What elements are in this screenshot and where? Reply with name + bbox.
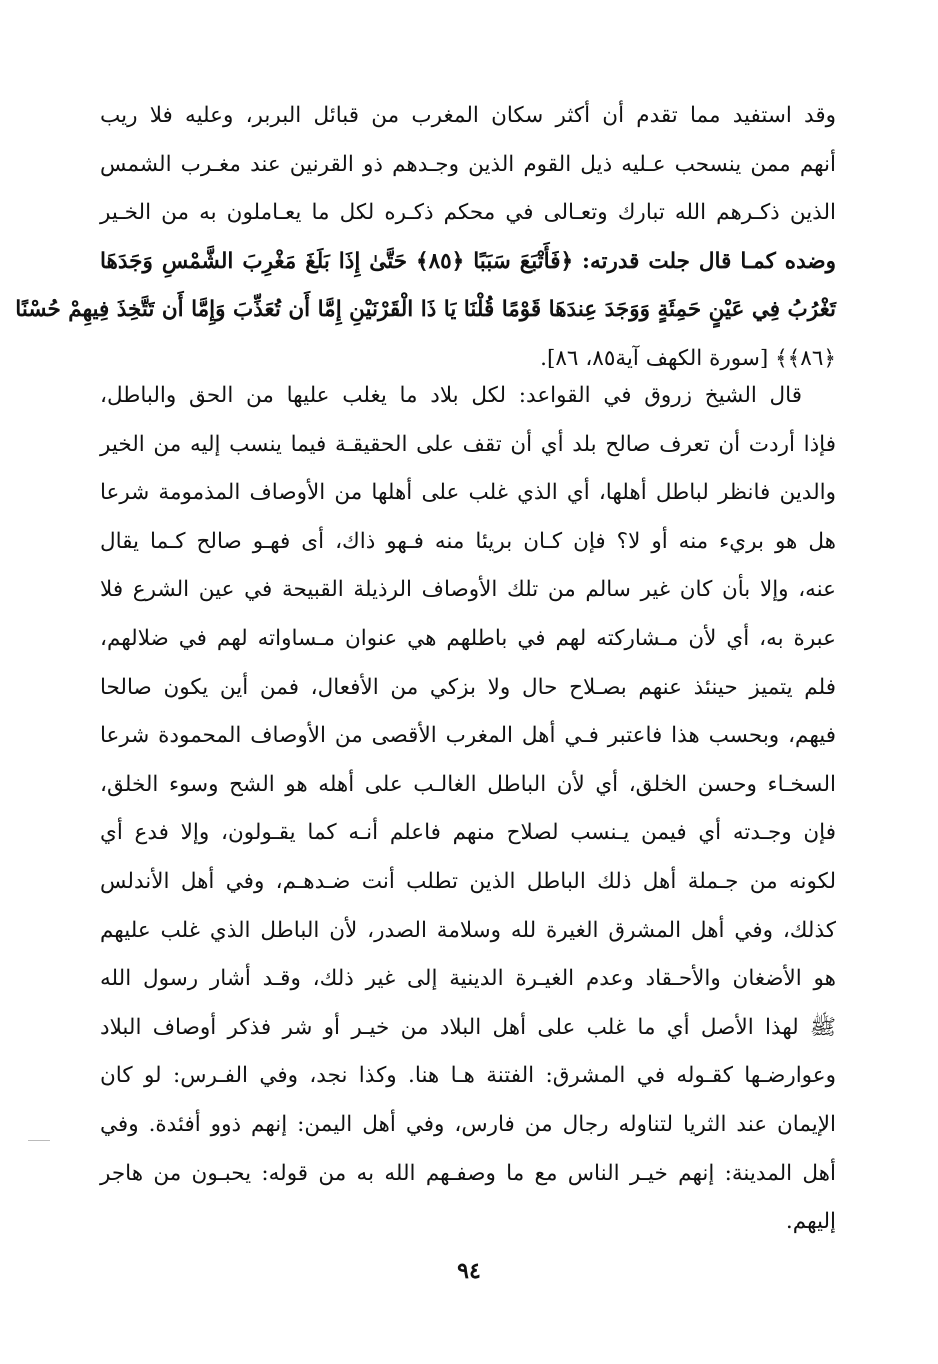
text-line: والدين فانظر لباطل أهلها، أي الذي غلب على أهلها من الأوصاف المذمومة شرعا xyxy=(100,480,836,506)
text-line: إليهم. xyxy=(785,1209,836,1235)
quran-verse-line: تَغْرُبُ فِي عَيْنٍ حَمِئَةٍ وَوَجَدَ عِندَهَا قَوْمًا قُلْنَا يَا ذَا الْقَرْنَيْنِ إِمَّا أَن تُعَذِّبَ وَإِمَّا أَن تَتَّخِذَ فِيهِمْ حُسْنًا xyxy=(15,297,836,323)
text-line: كذلك، وفي أهل المشرق الغيرة لله وسلامة الصدر، لأن الباطل الذي غلب عليهم xyxy=(100,917,836,943)
text-line: الإيمان عند الثريا لتناوله رجال من فارس، وفي أهل اليمن: إنهم ذوو أفئدة. وفي xyxy=(100,1111,836,1137)
page-number: ٩٤ xyxy=(457,1258,481,1284)
text-line: هو الأضغان والأحـقاد وعدم الغيـرة الدينية إلى غير ذلك، وقـد أشار رسول الله xyxy=(100,966,836,992)
margin-scan-mark xyxy=(28,1140,50,1141)
text-line: قال الشيخ زروق في القواعد: لكل بلاد ما يغلب عليها من الحق والباطل، xyxy=(100,383,802,408)
paragraph-1 xyxy=(15,92,836,384)
text-line: أهل المدينة: إنهم خيـر الناس مع ما وصفـهم الله به من قوله: يحبـون من هاجر xyxy=(100,1160,836,1186)
text-line: فإذا أردت أن تعرف صالح بلد أي أن تقف على الحقيقـة فيما ينسب إليه من الخير xyxy=(100,431,836,457)
verse-citation-line: ﴿٨٦﴾﴾ [سورة الكهف آية٨٥، ٨٦]. xyxy=(540,345,836,371)
text-line: لكونه من جـملة أهل ذلك الباطل الذين تطلب أنت ضـدهـم، وفي أهل الأندلس xyxy=(100,868,836,894)
text-line: أنهم ممن ينسحب عـليه ذيل القوم الذين وجـدهم ذو القرنين عند مغـرب الشمس xyxy=(100,151,836,177)
text-line: ﷺ لهذا الأصل أي ما غلب على أهل البلاد من خيـر أو شر فذكر أوصاف البلاد xyxy=(100,1014,836,1040)
text-line: الذين ذكـرهم الله تبارك وتعـالى في محكم ذكـره لكل ما يعـاملون به من الخـير xyxy=(100,200,836,226)
text-line: عبرة به، أي لأن مـشاركته لهم في باطلهم هي عنوان مـساواته لهم في ضلالهم، xyxy=(100,625,836,651)
text-line: فإن وجـدته أي فيمن يـنسب لصلاح منهم فاعلم أنـه كما يقـولون، وإلا فدع أي xyxy=(100,820,836,846)
text-line: فلم يتميز حينئذ عنهم بصـلاح حال ولا بزكي من الأفعال، فمن أين يكون صالحا xyxy=(100,674,836,700)
quran-verse-line: وضده كمـا قال جلت قدرته: ﴿فَأَتْبَعَ سَبَبًا ﴿٨٥﴾ حَتَّىٰ إِذَا بَلَغَ مَغْرِبَ الشَّمْسِ وَجَدَهَا xyxy=(100,248,836,274)
text-line: هل هو بريء منه أو لا؟ فإن كـان بريئا منه فـهو ذاك، أى فهـو صالح كـما يقال xyxy=(100,528,836,554)
paragraph-2 xyxy=(100,372,836,1247)
text-line: السخـاء وحسن الخلق، أي لأن الباطل الغالـب على أهله هو الشح وسوء الخلق، xyxy=(100,771,836,797)
text-line: فيهم، وبحسب هذا فاعتبر فـي أهل المغرب الأقصى من الأوصاف المحمودة شرعا xyxy=(100,723,836,749)
text-line: وقد استفيد مما تقدم أن أكثر سكان المغرب من قبائل البربر، وعليه فلا ريب xyxy=(100,103,836,128)
text-line: عنه، وإلا بأن كان غير سالم من تلك الأوصاف الرذيلة القبيحة في عين الشرع فلا xyxy=(100,577,836,603)
text-line: وعوارضـها كقـوله في المشرق: الفتنة هـا هنا. وكذا نجد، وفي الفـرس: لو كان xyxy=(100,1063,836,1089)
